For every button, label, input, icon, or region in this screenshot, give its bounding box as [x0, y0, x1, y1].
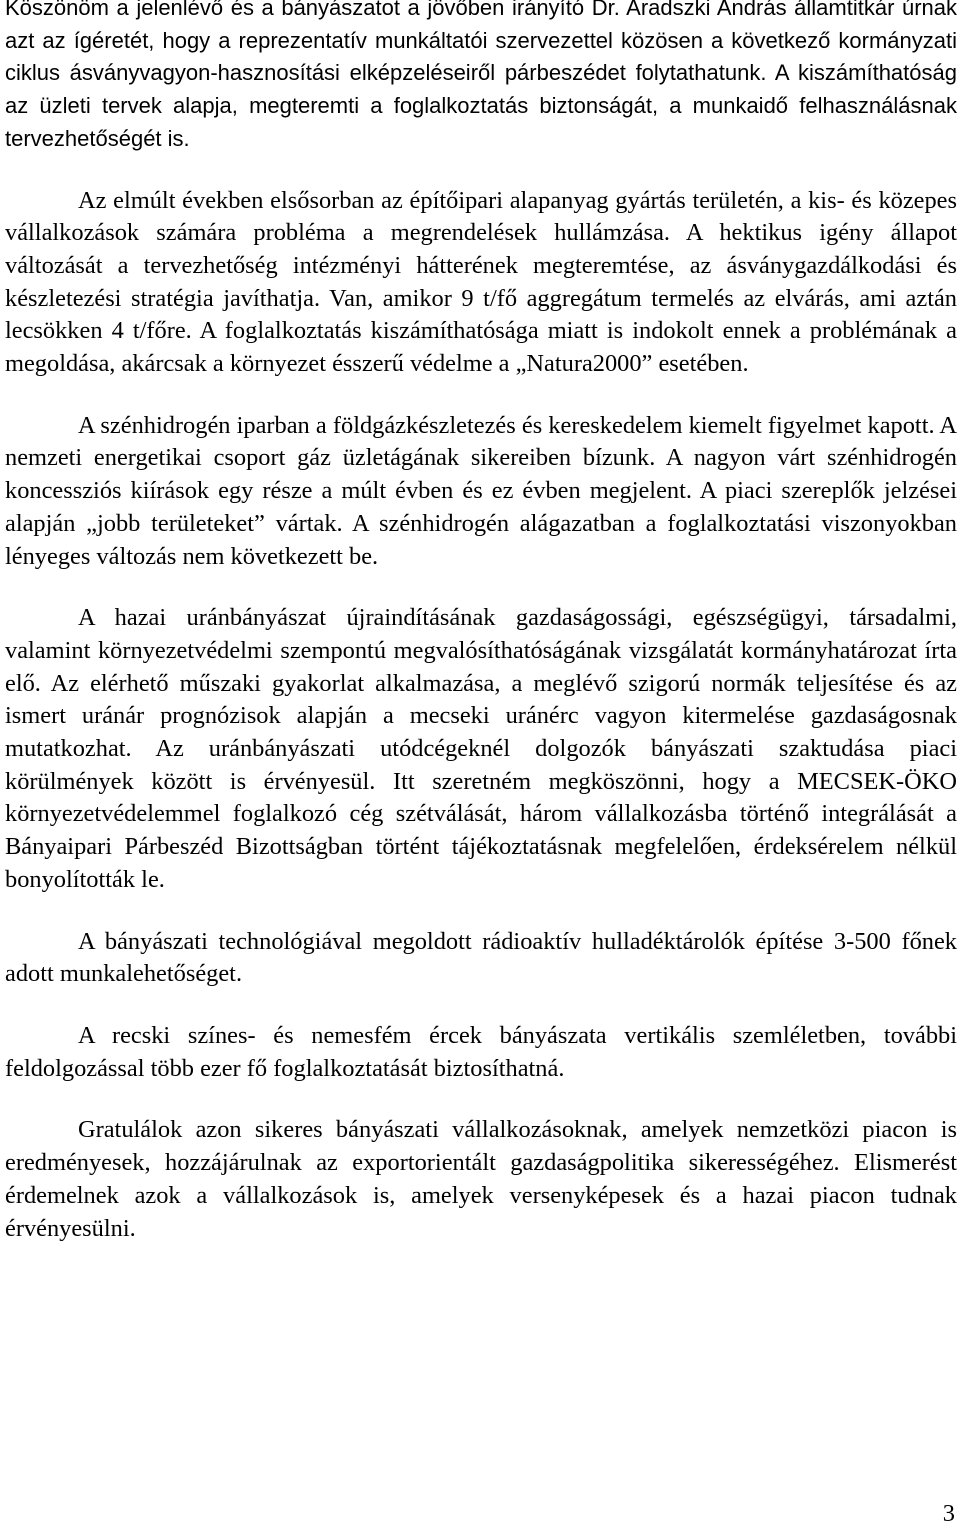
paragraph-congratulations: Gratulálok azon sikeres bányászati vállalkozásoknak, amelyek nemzetközi piacon is eredményesek, hozzájárulnak az exportorientált gazdaságpolitika sikerességéhez. Elismerést érdemelnek azok a vállalkozások is, amelyek versenyképesek és a hazai piacon tudnak érvényesülni. [5, 1116, 957, 1242]
paragraph-acknowledgement: Köszönöm a jelenlévő és a bányászatot a jövőben irányító Dr. Aradszki András államtitkár úrnak azt az ígéretét, hogy a reprezentatív munkáltatói szervezettel közösen a következő kormányzati ciklus ásványvagyon-hasznosítási elképzeléseiről párbeszédet folytathatunk. A kiszámíthatóság az üzleti tervek alapja, megteremti a foglalkoztatás biztonságát, a munkaidő felhasználásnak tervezhetőségét is. [5, 0, 957, 151]
paragraph-construction-materials: Az elmúlt években elsősorban az építőipari alapanyag gyártás területén, a kis- és közepes vállalkozások számára probléma a megrendelések hullámzása. A hektikus igény állapot változását a tervezhetőség intézményi hátterének megteremtése, az ásványgazdálkodási és készletezési stratégia javíthatja. Van, amikor 9 t/fő aggregátum termelés az elvárás, ami aztán lecsökken 4 t/főre. A foglalkoztatás kiszámíthatósága miatt is indokolt ennek a problémának a megoldása, akárcsak a környezet ésszerű védelme a „Natura2000” esetében. [5, 186, 957, 378]
paragraph-recsk-ores: A recski színes- és nemesfém ércek bányászata vertikális szemléletben, további feldolgozással több ezer fő foglalkoztatását biztosíthatná. [5, 1021, 957, 1082]
paragraph-uranium-mining: A hazai uránbányászat újraindításának gazdaságossági, egészségügyi, társadalmi, valamint környezetvédelmi szempontú megvalósíthatóságának vizsgálatát kormányhatározat írta elő. Az elérhető műszaki gyakorlat alkalmazása, a meglévő szigorú normák teljesítése és az ismert uránár prognózisok alapján a mecseki uránérc vagyon kitermelése gazdaságosnak mutatkozhat. Az uránbányászati utódcégeknél dolgozók bányászati szaktudása piaci körülmények között is érvényesül. Itt szeretném megköszönni, hogy a MECSEK-ÖKO környezetvédelemmel foglalkozó cég szétválását, három vállalkozásba történő integrálását a Bányaipari Párbeszéd Bizottságban történt tájékoztatásnak megfelelően, érdeksérelem nélkül bonyolították le. [5, 604, 957, 893]
paragraph-hydrocarbon-industry: A szénhidrogén iparban a földgázkészletezés és kereskedelem kiemelt figyelmet kapott. A nemzeti energetikai csoport gáz üzletágának sikereiben bízunk. A nagyon várt szénhidrogén koncessziós kiírások egy része a múlt évben és ez évben megjelent. A piaci szereplők jelzései alapján „jobb területeket” vártak. A szénhidrogén alágazatban a foglalkoztatási viszonyokban lényeges változás nem következett be. [5, 411, 957, 570]
paragraph-waste-storage: A bányászati technológiával megoldott rádioaktív hulladéktárolók építése 3-500 főnek adott munkalehetőséget. [5, 927, 957, 988]
document-page [5, 0, 957, 1245]
page-number: 3 [942, 1500, 955, 1527]
